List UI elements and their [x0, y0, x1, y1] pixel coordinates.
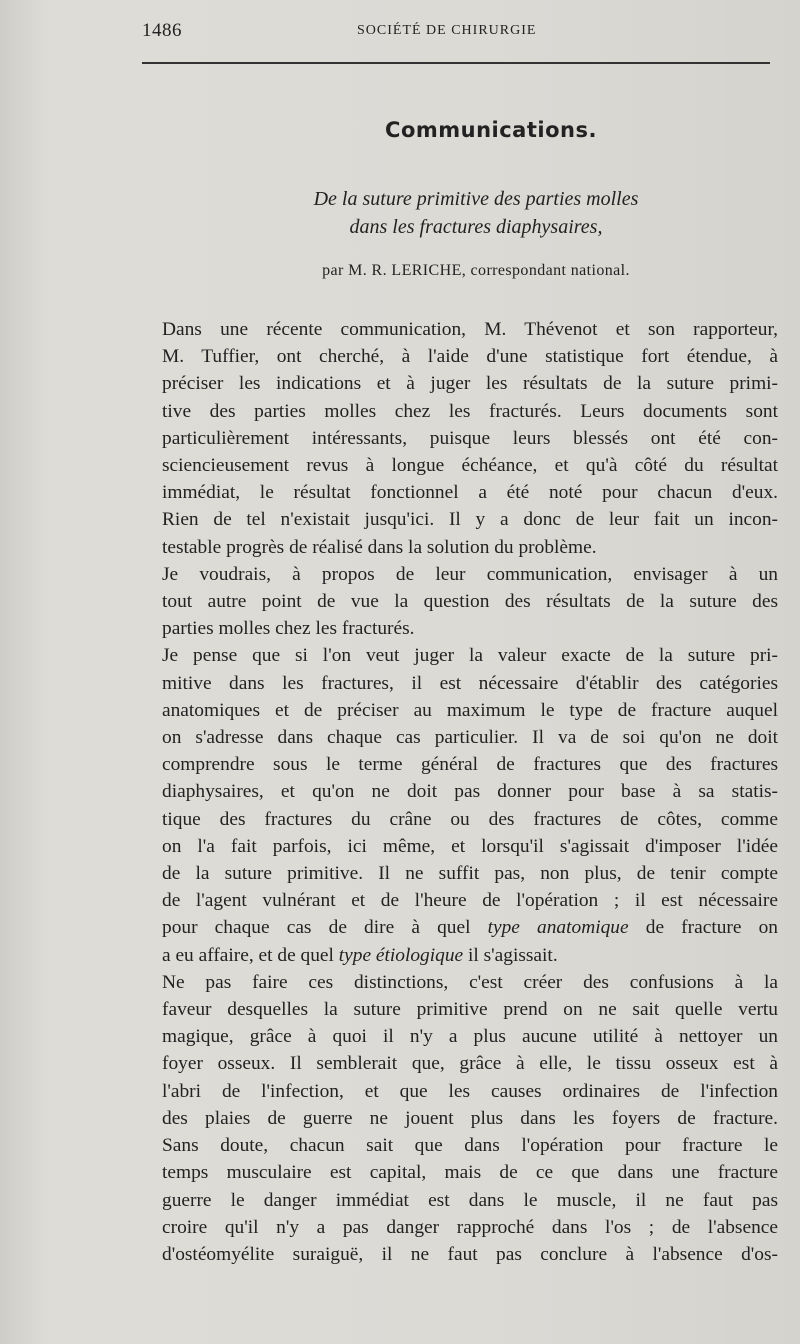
- article-title-line-2: dans les fractures diaphysaires,: [349, 216, 603, 238]
- paragraph-2: [140, 561, 778, 643]
- text-line: on l'a fait parfois, ici même, et lorsqu'il s'agissait d'imposer l'idée: [162, 835, 778, 857]
- text-line: guerre le danger immédiat est dans le muscle, il ne faut pas: [162, 1189, 778, 1211]
- text-line: comprendre sous le terme général de fractures que des fractures: [162, 754, 778, 776]
- text-line: temps musculaire est capital, mais de ce que dans une fracture: [162, 1162, 778, 1184]
- italic-term: type étiologique: [338, 944, 464, 966]
- running-title: SOCIÉTÉ DE CHIRURGIE: [357, 23, 537, 38]
- byline: par M. R. LERICHE, correspondant national.: [322, 262, 630, 279]
- text-fragment: de fracture on: [628, 917, 778, 939]
- text-line: Rien de tel n'existait jusqu'ici. Il y a donc de leur fait un incon-: [162, 509, 778, 531]
- text-line: sciencieusement revus à longue échéance, et qu'à côté du résultat: [162, 455, 778, 477]
- text-line: d'ostéomyélite suraiguë, il ne faut pas conclure à l'absence d'os-: [162, 1243, 778, 1265]
- text-line: croire qu'il n'y a pas danger rapproché dans l'os ; de l'absence: [162, 1216, 778, 1238]
- page-number: 1486: [142, 20, 182, 41]
- text-line: Ne pas faire ces distinctions, c'est créer des confusions à la: [162, 971, 778, 993]
- text-line: foyer osseux. Il semblerait que, grâce à elle, le tissu osseux est à: [162, 1053, 778, 1075]
- text-line: parties molles chez les fracturés.: [162, 618, 415, 640]
- article-title-line-1: De la suture primitive des parties molles: [313, 188, 639, 210]
- text-line: faveur desquelles la suture primitive prend on ne sait quelle vertu: [162, 999, 778, 1021]
- text-line: l'abri de l'infection, et que les causes ordinaires de l'infection: [162, 1080, 778, 1102]
- text-fragment: a eu affaire, et de quel: [162, 944, 339, 966]
- text-line: anatomiques et de préciser au maximum le type de fracture auquel: [162, 699, 778, 721]
- text-line: Je pense que si l'on veut juger la valeur exacte de la suture pri-: [162, 645, 778, 667]
- running-header: [142, 20, 770, 44]
- text-line: tique des fractures du crâne ou des fractures de côtes, comme: [162, 808, 778, 830]
- body-text: [140, 316, 778, 1268]
- text-line: magique, grâce à quoi il n'y a plus aucune utilité à nettoyer un: [162, 1026, 778, 1048]
- text-line: immédiat, le résultat fonctionnel a été noté pour chacun d'eux.: [162, 482, 778, 504]
- text-line-mixed: [140, 914, 778, 941]
- text-line: testable progrès de réalisé dans la solution du problème.: [162, 536, 597, 558]
- text-line: préciser les indications et à juger les résultats de la suture primi-: [162, 373, 778, 395]
- header-rule: [142, 62, 770, 64]
- section-title: Communications.: [385, 118, 597, 142]
- text-line: particulièrement intéressants, puisque leurs blessés ont été con-: [162, 427, 778, 449]
- text-fragment: il s'agissait.: [463, 944, 558, 966]
- paragraph-4: [140, 969, 778, 1268]
- text-line: des plaies de guerre ne jouent plus dans les foyers de fracture.: [162, 1107, 778, 1129]
- text-line: tout autre point de vue la question des résultats de la suture des: [162, 591, 778, 613]
- text-line: tive des parties molles chez les fracturés. Leurs documents sont: [162, 400, 778, 422]
- text-line: Sans doute, chacun sait que dans l'opération pour fracture le: [162, 1135, 778, 1157]
- text-line: de la suture primitive. Il ne suffit pas, non plus, de tenir compte: [162, 863, 778, 885]
- text-line: de l'agent vulnérant et de l'heure de l'opération ; il est nécessaire: [162, 890, 778, 912]
- text-line: on s'adresse dans chaque cas particulier. Il va de soi qu'on ne doit: [162, 727, 778, 749]
- text-fragment: pour chaque cas de dire à quel: [162, 917, 488, 939]
- italic-term: type anatomique: [487, 917, 629, 939]
- text-line: Je voudrais, à propos de leur communication, envisager à un: [162, 563, 778, 585]
- article-title: [142, 185, 770, 241]
- text-line-mixed: [140, 942, 778, 969]
- paragraph-3: [140, 642, 778, 968]
- text-line: mitive dans les fractures, il est nécessaire d'établir des catégories: [162, 672, 778, 694]
- paragraph-1: [140, 316, 778, 561]
- text-line: M. Tuffier, ont cherché, à l'aide d'une statistique fort étendue, à: [162, 346, 778, 368]
- text-line: diaphysaires, et qu'on ne doit pas donner pour base à sa statis-: [162, 781, 778, 803]
- text-line: Dans une récente communication, M. Thévenot et son rapporteur,: [162, 319, 778, 340]
